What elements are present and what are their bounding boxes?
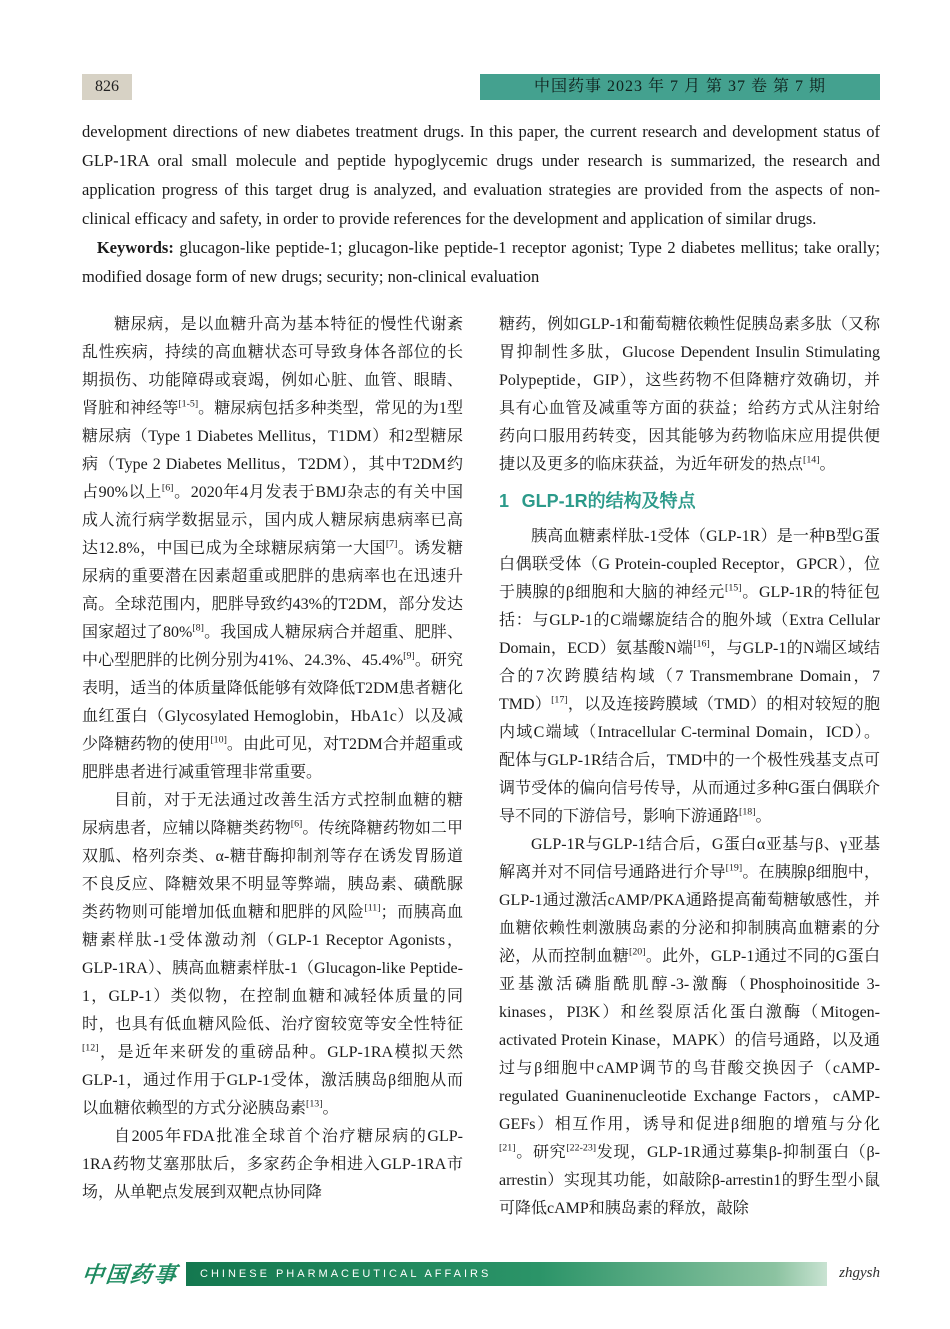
- abstract-block: [82, 117, 880, 291]
- keywords-label: Keywords:: [96, 238, 174, 257]
- paragraph: 糖药，例如GLP-1和葡萄糖依赖性促胰岛素多肽（又称胃抑制性多肽，Glucose Dependent Insulin Stimulating Polypeptide，GIP），这些药物不但降糖疗效确切，并具有心血管及减重等方面的获益；给药方式从注射给药向口服用药转变，因其能够为药物临床应用提供便捷以及更多的临床获益，为近年研发的热点[14]。: [499, 316, 880, 473]
- page-number: 826: [82, 74, 132, 100]
- right-column: [499, 311, 880, 1223]
- abstract-continuation: development directions of new diabetes treatment drugs. In this paper, the current research and development status of GLP-1RA oral small molecule and peptide hypoglycemic drugs under research is summarized, the research and application progress of this target drug is analyzed, and evaluation strategies are provided from the aspects of non-clinical efficacy and safety, in order to provide references for the development and application of similar drugs.: [82, 122, 880, 228]
- paragraph: 自2005年FDA批准全球首个治疗糖尿病的GLP-1RA药物艾塞那肽后，多家药企争相进入GLP-1RA市场，从单靶点发展到双靶点协同降: [82, 1128, 463, 1201]
- left-column: [82, 311, 463, 1223]
- footer: [82, 1240, 880, 1289]
- footer-handle: zhgysh: [839, 1265, 880, 1281]
- journal-issue-info: 中国药事 2023 年 7 月 第 37 卷 第 7 期: [480, 74, 880, 100]
- section-title: GLP-1R的结构及特点: [521, 491, 696, 511]
- keywords-line: [82, 233, 880, 291]
- keywords-text: glucagon-like peptide-1; glucagon-like peptide-1 receptor agonist; Type 2 diabetes mellitus; take orally; modified dosage form of new drugs; security; non-clinical evaluation: [82, 238, 880, 286]
- section-number: 1: [499, 491, 510, 511]
- paragraph: 目前，对于无法通过改善生活方式控制血糖的糖尿病患者，应辅以降糖类药物[6]。传统降糖药物如二甲双胍、格列奈类、α-糖苷酶抑制剂等存在诱发胃肠道不良反应、降糖效果不明显等弊端，胰岛素、磺酰脲类药物则可能增加低血糖和肥胖的风险[11]；而胰高血糖素样肽-1受体激动剂（GLP-1 Receptor Agonists，GLP-1RA）、胰高血糖素样肽-1（Glucagon-like Peptide-1，GLP-1）类似物，在控制血糖和减轻体质量的同时，也具有低血糖风险低、治疗窗较宽等安全性特征[12]，是近年来研发的重磅品种。GLP-1RA模拟天然GLP-1，通过作用于GLP-1受体，激活胰岛β细胞从而以血糖依赖型的方式分泌胰岛素[13]。: [82, 792, 463, 1117]
- paragraph: 糖尿病，是以血糖升高为基本特征的慢性代谢紊乱性疾病，持续的高血糖状态可导致身体各部位的长期损伤、功能障碍或衰竭，例如心脏、血管、眼睛、肾脏和神经等[1-5]。糖尿病包括多种类型，常见的为1型糖尿病（Type 1 Diabetes Mellitus，T1DM）和2型糖尿病（Type 2 Diabetes Mellitus，T2DM），其中T2DM约占90%以上[6]。2020年4月发表于BMJ杂志的有关中国成人流行病学数据显示，国内成人糖尿病患病率已高达12.8%，中国已成为全球糖尿病第一大国[7]。诱发糖尿病的重要潜在因素超重或肥胖的患病率也在迅速升高。全球范围内，肥胖导致约43%的T2DM，部分发达国家超过了80%[8]。我国成人糖尿病合并超重、肥胖、中心型肥胖的比例分别为41%、24.3%、45.4%[9]。研究表明，适当的体质量降低能够有效降低T2DM患者糖化血红蛋白（Glycosylated Hemoglobin，HbA1c）以及减少降糖药物的使用[10]。由此可见，对T2DM合并超重或肥胖患者进行减重管理非常重要。: [82, 316, 463, 781]
- body-columns: [82, 311, 880, 1223]
- running-head: [82, 74, 880, 100]
- journal-logo-calligraphy: 中国药事: [80, 1262, 180, 1288]
- footer-banner: CHINESE PHARMACEUTICAL AFFAIRS: [186, 1262, 827, 1286]
- paragraph: 胰高血糖素样肽-1受体（GLP-1R）是一种B型G蛋白偶联受体（G Protein-coupled Receptor，GPCR），位于胰腺的β细胞和大脑的神经元[15]。GLP-1R的特征包括：与GLP-1的C端螺旋结合的胞外域（Extra Cellular Domain，ECD）氨基酸N端[16]，与GLP-1的N端区域结合的7次跨膜结构域（7 Transmembrane Domain，7 TMD）[17]，以及连接跨膜域（TMD）的相对较短的胞内域C端域（Intracellular C-terminal Domain，ICD）。配体与GLP-1R结合后，TMD中的一个极性残基支点可调节受体的偏向信号传导，从而通过多种G蛋白偶联介导不同的下游信号，影响下游通路[18]。: [499, 528, 880, 825]
- section-heading: [499, 488, 880, 514]
- paragraph: GLP-1R与GLP-1结合后，G蛋白α亚基与β、γ亚基解离并对不同信号通路进行介导[19]。在胰腺β细胞中，GLP-1通过激活cAMP/PKA通路提高葡萄糖敏感性，并血糖依赖性刺激胰岛素的分泌和抑制胰高血糖素的分泌，从而控制血糖[20]。此外，GLP-1通过不同的G蛋白亚基激活磷脂酰肌醇-3-激酶（Phosphoinositide 3-kinases，PI3K）和丝裂原活化蛋白激酶（Mitogen-activated Protein Kinase，MAPK）的信号通路，以及通过与β细胞中cAMP调节的鸟苷酸交换因子（cAMP-regulated Guaninenucleotide Exchange Factors，cAMP-GEFs）相互作用，诱导和促进β细胞的增殖与分化[21]。研究[22-23]发现，GLP-1R通过募集β-抑制蛋白（β-arrestin）实现其功能，如敲除β-arrestin1的野生型小鼠可降低cAMP和胰岛素的释放，敲除: [499, 836, 880, 1217]
